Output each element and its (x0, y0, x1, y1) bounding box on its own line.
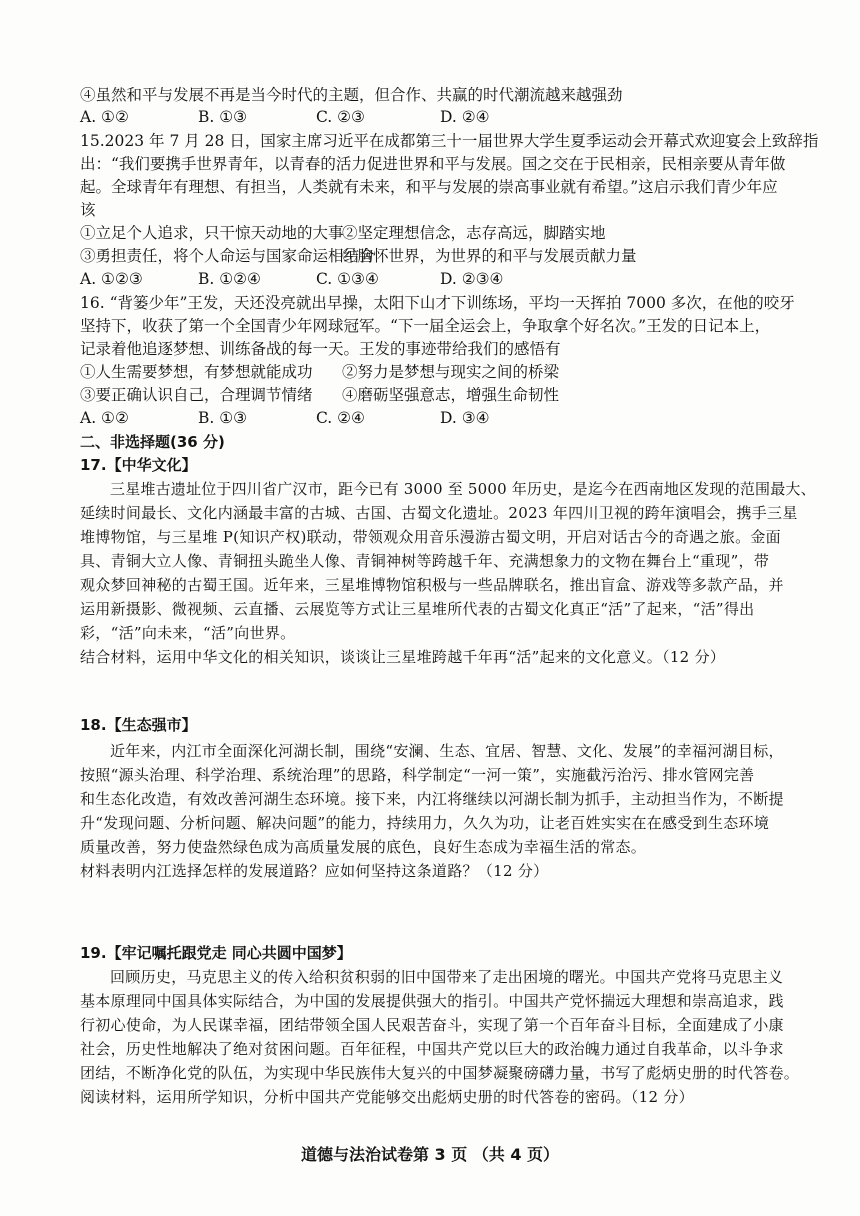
q19-material-line: 回顾历史，马克思主义的传入给积贫积弱的旧中国带来了走出困境的曙光。中国共产党将马克思主义 (110, 968, 784, 986)
q14-options (80, 106, 490, 128)
q16-choices-row (80, 361, 559, 383)
q16-choice-3: ③要正确认识自己，合理调节情绪 (80, 386, 313, 404)
q18-material-line: 近年来，内江市全面深化河湖长制，围绕“安澜、生态、宜居、智慧、文化、发展”的幸福河湖目标， (110, 742, 784, 760)
q19-material-line: 基本原理同中国具体实际结合，为中国的发展提供强大的指引。中国共产党怀揣远大理想和崇高追求，践 (80, 992, 784, 1010)
q14-option-b: B. ①③ (198, 108, 248, 126)
q17-title: 17.【中华文化】 (80, 456, 197, 474)
q14-option-c: C. ②③ (316, 108, 365, 126)
q16-stem-line: 坚持下，收获了第一个全国青少年网球冠军。“下一届全运会上，争取拿个好名次。”王发的日记本上， (80, 317, 771, 335)
q16-option-a: A. ①② (80, 409, 129, 427)
q16-stem-line: 记录着他追逐梦想、训练备战的每一天。王发的事迹带给我们的感悟有 (80, 340, 561, 358)
q18-material-line: 和生态化改造，有效改善河湖生态环境。接下来，内江将继续以河湖长制为抓手，主动担当作为，不断提 (80, 790, 784, 808)
page-footer: 道德与法治试卷第 3 页 （共 4 页） (300, 1145, 560, 1164)
q17-material-line: 运用新摄影、微视频、云直播、云展览等方式让三星堆所代表的古蜀文化真正“活”了起来，“活”得出 (80, 600, 755, 618)
q17-material-line: 观众梦回神秘的古蜀王国。近年来，三星堆博物馆积极与一些品牌联名，推出盲盒、游戏等多款产品，并 (80, 576, 784, 594)
q18-material-line: 按照“源头治理、科学治理、系统治理”的思路，科学制定“一河一策”，实施截污治污、排水管网完善 (80, 766, 755, 784)
q15-options (80, 268, 503, 290)
q19-title: 19.【牢记嘱托跟党走 同心共圆中国梦】 (80, 944, 352, 962)
q16-choice-4: ④磨砺坚强意志，增强生命韧性 (342, 386, 560, 404)
q16-option-c: C. ②④ (316, 409, 365, 427)
q15-choice-2: ②坚定理想信念，志存高远，脚踏实地 (342, 224, 606, 242)
q18-material-line: 质量改善，努力使盎然绿色成为高质量发展的底色，良好生态成为幸福生活的常态。 (80, 838, 647, 856)
q17-material-line: 延续时间最长、文化内涵最丰富的古城、古国、古蜀文化遗址。2023 年四川卫视的跨年演唱会，携手三星 (80, 504, 798, 522)
q17-material-line: 具、青铜大立人像、青铜扭头跪坐人像、青铜神树等跨越千年、充满想象力的文物在舞台上“重现”，带 (80, 552, 770, 570)
q15-choice-1: ①立足个人追求，只干惊天动地的大事 (80, 224, 344, 242)
q16-options (80, 407, 490, 429)
section-heading: 二、非选择题(36 分) (80, 433, 225, 451)
q18-title: 18.【生态强市】 (80, 716, 197, 734)
q15-stem-line: 该 (80, 201, 96, 219)
q19-material-line: 行初心使命，为人民谋幸福，团结带领全国人民艰苦奋斗，实现了第一个百年奋斗目标，全面建成了小康 (80, 1016, 784, 1034)
q14-option-a: A. ①② (80, 108, 129, 126)
q16-option-d: D. ③④ (440, 409, 490, 427)
q19-question: 阅读材料，运用所学知识，分析中国共产党能够交出彪炳史册的时代答卷的密码。（12 分） (80, 1088, 694, 1106)
q15-choices-row (80, 222, 606, 244)
q16-choice-2: ②努力是梦想与现实之间的桥梁 (342, 363, 560, 381)
q18-material-line: 升“发现问题、分析问题、解决问题”的能力，持续用力，久久为功，让老百姓实实在在感受到生态环境 (80, 814, 770, 832)
q15-option-a: A. ①②③ (80, 270, 143, 288)
q17-material-line: 三星堆古遗址位于四川省广汉市，距今已有 3000 至 5000 年历史，是迄今在西南地区发现的范围最大、 (110, 480, 816, 498)
q15-stem-line: 15.2023 年 7 月 28 日，国家主席习近平在成都第三十一届世界大学生夏季运动会开幕式欢迎宴会上致辞指 (80, 132, 819, 150)
q15-option-c: C. ①③④ (316, 270, 379, 288)
q17-material-line: 彩，“活”向未来，“活”向世界。 (80, 624, 296, 642)
q19-material-line: 社会，历史性地解决了绝对贫困问题。百年征程，中国共产党以巨大的政治魄力通过自我革命，以斗争求 (80, 1040, 784, 1058)
q14-option-d: D. ②④ (440, 108, 490, 126)
q16-choices-row (80, 384, 559, 406)
q17-question: 结合材料，运用中华文化的相关知识，谈谈让三星堆跨越千年再“活”起来的文化意义。（12 分） (80, 648, 726, 666)
q19-material-line: 团结，不断净化党的队伍，为实现中华民族伟大复兴的中国梦凝聚磅礴力量，书写了彪炳史册的时代答卷。 (80, 1064, 800, 1082)
q17-material-line: 堆博物馆，与三星堆 P(知识产权)联动，带领观众用音乐漫游古蜀文明，开启对话古今的奇遇之旅。金面 (80, 528, 781, 546)
q15-stem-line: 出：“我们要携手世界青年，以青春的活力促进世界和平与发展。国之交在于民相亲，民相亲要从青年做 (80, 155, 786, 173)
q16-choice-1: ①人生需要梦想，有梦想就能成功 (80, 363, 313, 381)
q15-option-b: B. ①②④ (198, 270, 261, 288)
q15-choice-3: ③勇担责任，将个人命运与国家命运相结合 (80, 247, 375, 265)
q15-option-d: D. ②③④ (440, 270, 504, 288)
q15-choice-4: ④胸怀世界，为世界的和平与发展贡献力量 (342, 247, 637, 265)
q14-choice-4: ④虽然和平与发展不再是当今时代的主题，但合作、共赢的时代潮流越来越强劲 (80, 86, 623, 104)
q15-stem-line: 起。全球青年有理想、有担当，人类就有未来，和平与发展的崇高事业就有希望。”这启示我们青少年应 (80, 178, 778, 196)
q15-choices-row (80, 245, 637, 267)
q16-option-b: B. ①③ (198, 409, 248, 427)
q18-question: 材料表明内江选择怎样的发展道路？应如何坚持这条道路？（12 分） (80, 862, 549, 880)
q16-stem-line: 16. “背篓少年”王发，天还没亮就出早操，太阳下山才下训练场，平均一天挥拍 7000 多次，在他的咬牙 (80, 294, 795, 312)
